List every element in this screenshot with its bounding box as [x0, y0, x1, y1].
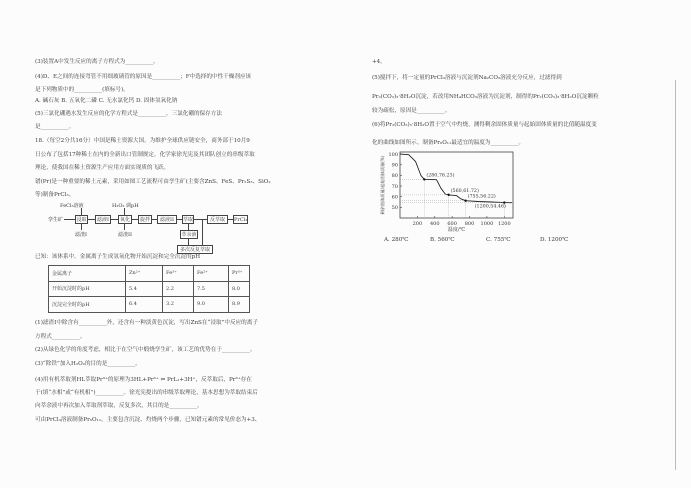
table-row: [49, 297, 250, 313]
x-tick-label: 200: [412, 221, 423, 227]
text-line: 较为疏松，原因是__________。: [372, 108, 451, 114]
residue-2: 滤渣II: [118, 232, 132, 238]
y-tick-label: 100: [388, 151, 398, 158]
data-point: [464, 200, 466, 202]
table-cell: 6.4: [126, 297, 163, 313]
text-line: (6)将Pr₂(CO₃)₃·8H₂O置于空气中灼烧，测得剩余固体质量与起始固体质量的比值随温度变: [372, 122, 597, 128]
step-oxidize: 氧化: [119, 216, 130, 223]
text-line: 等)制备PrCl₃。: [35, 192, 75, 198]
table-cell: 8.9: [229, 297, 250, 313]
text-line: 于(填“水相”或“有机相”)__________。徐光宪提出的串级萃取理论，基本思想为萃取结束后: [35, 390, 258, 396]
table-cell: 开始沉淀时的pH: [49, 281, 126, 297]
arrow-down-2: [124, 208, 125, 215]
option-c: C. 755℃: [486, 237, 511, 243]
y-tick-label: 70: [391, 183, 398, 190]
x-tick-label: 800: [464, 221, 475, 227]
option-b: B. 560℃: [430, 237, 455, 243]
table-header-row: [49, 266, 250, 282]
option-a: A. 280℃: [384, 237, 409, 243]
x-tick-label: 400: [429, 221, 440, 227]
y-axis-label: 剩余固体质量/起始固体质量(%): [380, 155, 385, 215]
data-label: (755,56.22): [467, 194, 496, 200]
flow-input: 孪生矿: [48, 217, 64, 223]
table-cell: 9.0: [194, 297, 229, 313]
x-tick-label: 1000: [480, 221, 494, 227]
data-label: (560,61.72): [450, 188, 479, 194]
text-line: 日公布了包括17种稀土在内的全新出口管制规定。化学家徐光宪及其团队创立的串级萃取: [35, 152, 255, 158]
arrow-return: [202, 219, 203, 245]
y-tick-label: 80: [391, 173, 398, 180]
text-line: Pr₂(CO₃)₃·8H₂O沉淀，若改用NH₄HCO₃溶液为沉淀剂，制得的Pr₂(CO₃)₃·8H₂O沉淀颗粒: [372, 94, 599, 100]
step-leach: 浸取: [76, 216, 87, 223]
step-product: PrCl₃: [234, 216, 248, 223]
text-line: 方程式__________。: [35, 334, 86, 340]
table-cell: 5.4: [126, 281, 163, 297]
option-d: D. 1200℃: [540, 237, 569, 243]
text-line: A. 碱石灰 B. 五氧化二磷 C. 无水氯化钙 D. 固体氢氧化钠: [35, 98, 178, 104]
table-cell: 沉淀完全时的pH: [49, 297, 126, 313]
raffinate-box: 萃余液: [181, 231, 197, 238]
table-cell: 2.2: [163, 281, 194, 297]
x-axis-label: 温度/℃: [447, 227, 466, 233]
x-tick-label: 1200: [497, 221, 511, 227]
text-line: +4。: [372, 59, 386, 65]
step-extract: 萃取: [183, 216, 194, 223]
step-filtrate1: 滤液I: [95, 215, 111, 224]
step-stir: 旋拌: [139, 216, 150, 223]
text-line: (4)D、E之间的连接弯管不用细玻璃管的原因是__________；F中选择的中性干燥剂应该: [35, 74, 252, 80]
table-cell: Pr³⁺: [229, 266, 250, 282]
arrow-residue-1: [81, 224, 82, 230]
page-edge: [675, 80, 676, 470]
text-line: 向萃余液中再次加入萃取剂萃取，反复多次，其目的是__________。: [35, 403, 203, 409]
step-strip: 反萃取: [207, 215, 228, 224]
table-cell: 金属离子: [49, 266, 126, 282]
text-line: (3)装置A中发生反应的离子方程式为__________。: [35, 59, 159, 65]
text-line: 可由PrCl₃溶液制备Pr₆O₁₁，主要包含沉淀、灼烧两个步骤，已知镨元素的常见价态为+3、: [35, 417, 261, 423]
repeat-extract-box: 多次反复萃取: [177, 245, 213, 254]
data-point: [447, 194, 449, 196]
text-line: (5)搅拌下，将一定量的PrCl₃溶液与沉淀剂Na₂CO₃溶液充分反应，过滤得到: [372, 75, 562, 81]
data-point: [423, 178, 425, 180]
x-tick-label: 600: [447, 221, 457, 227]
table-cell: Fe²⁺: [194, 266, 229, 282]
step-filtrate2: 滤液II: [157, 215, 177, 224]
text-line: (2)从绿色化学的角度考虑，相比于在空气中煅烧孪生矿，该工艺的优势在于__________。: [35, 347, 256, 353]
text-line: (4)用有机萃取剂HL萃取Pr³⁺的原理为3HL+Pr³⁺ ⇌ PrL₃+3H⁺，反萃取后，Pr³⁺存在: [35, 377, 252, 383]
data-label: (1200,54.46): [474, 204, 506, 210]
data-point: [503, 201, 505, 203]
reagent-h2o2: H₂O₂ 调pH: [112, 203, 139, 209]
known-text: 已知：该体系中，金属离子生成氢氧化物开始沉淀和完全沉淀的pH: [35, 254, 201, 260]
y-tick-label: 90: [391, 162, 398, 169]
text-line: (3)“除铁”加入H₂O₂的目的是__________。: [35, 361, 141, 367]
mass-ratio-chart: [370, 145, 530, 245]
table-cell: Fe³⁺: [163, 266, 194, 282]
data-label: (280,76.23): [426, 173, 455, 179]
table-cell: Zn²⁺: [126, 266, 163, 282]
y-tick-label: 50: [391, 205, 398, 212]
text-line: 化的曲线如图所示。制备Pr₆O₁₁最适宜的温度为__________。: [372, 140, 525, 146]
table-cell: 8.0: [229, 281, 250, 297]
text-line: 是下列物质中的__________(填标号)。: [35, 87, 129, 93]
arrow-residue-2: [124, 224, 125, 230]
table-cell: 7.5: [194, 281, 229, 297]
text-line: (5)三氯化硼遇水发生反应的化学方程式是__________，三氯化硼的保存方法: [35, 111, 222, 117]
text-line: (1)滤渣I中除含有__________外，还含有一种淡黄色沉淀，写出ZnS在“浸取”中反应的离子: [35, 320, 258, 326]
reagent-fecl3: FeCl₃溶液: [60, 203, 84, 209]
text-line: 是__________。: [35, 124, 75, 130]
text-line: 理论，使我国在稀土资源生产应用方面实现质的飞跃。: [35, 165, 170, 171]
table-cell: 3.2: [163, 297, 194, 313]
residue-1: 滤渣I: [75, 232, 87, 238]
text-line: 镨(Pr)是一种重要的稀土元素，采用如图工艺流程可由孪生矿(主要含ZnS、FeS、Pr₂S₃、SiO₂: [35, 179, 271, 185]
arrow-down-1: [81, 208, 82, 215]
text-line: 18.（每空2分共16分）中国是稀土资源大国。为维护全球供应链安全，商务部于10月9: [35, 138, 250, 144]
y-tick-label: 60: [391, 194, 398, 201]
ph-table: [48, 265, 250, 313]
table-row: [49, 281, 250, 297]
